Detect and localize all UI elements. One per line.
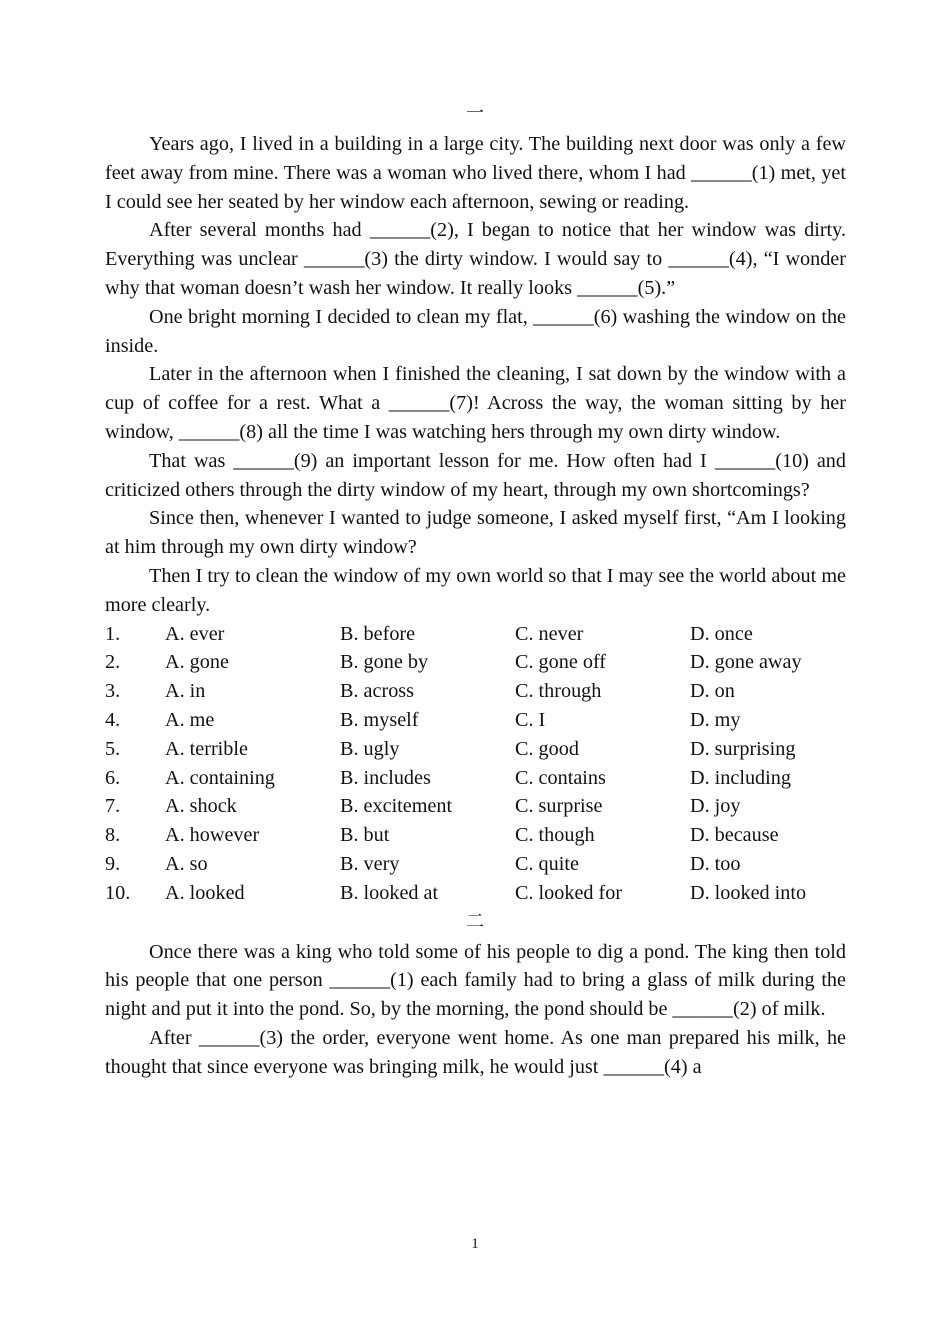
option-b: B. before [340, 622, 416, 645]
question-option-row [105, 879, 846, 908]
option-a: A. gone [165, 651, 229, 674]
option-c: C. surprise [515, 795, 603, 818]
option-c: C. though [515, 824, 595, 847]
question-number: 8. [105, 824, 121, 847]
question-number: 1. [105, 622, 121, 645]
option-b: B. but [340, 824, 390, 847]
option-d: D. joy [690, 795, 741, 818]
question-option-row [105, 620, 846, 649]
option-b: B. across [340, 680, 415, 703]
option-d: D. once [690, 622, 753, 645]
option-c: C. through [515, 680, 602, 703]
question-number: 9. [105, 852, 121, 875]
section-1-paragraph-7: Then I try to clean the window of my own world so that I may see the world about me more clearly. [105, 564, 846, 616]
option-d: D. too [690, 852, 741, 875]
option-d: D. surprising [690, 737, 796, 760]
option-c: C. contains [515, 766, 606, 789]
option-c: C. looked for [515, 881, 623, 904]
option-a: A. me [165, 708, 215, 731]
question-option-row [105, 677, 846, 706]
section-1-paragraph-6: Since then, whenever I wanted to judge someone, I asked myself first, “Am I looking at him through my own dirty window? [105, 507, 846, 559]
question-option-row [105, 764, 846, 793]
option-d: D. gone away [690, 651, 802, 674]
question-option-row [105, 735, 846, 764]
option-a: A. however [165, 824, 260, 847]
section-2-heading: 二 [466, 910, 485, 931]
question-number: 2. [105, 651, 121, 674]
option-b: B. looked at [340, 881, 439, 904]
option-d: D. including [690, 766, 791, 789]
option-c: C. gone off [515, 651, 607, 674]
option-c: C. quite [515, 852, 579, 875]
option-a: A. terrible [165, 737, 248, 760]
option-b: B. myself [340, 708, 419, 731]
question-number: 10. [105, 881, 131, 904]
option-c: C. I [515, 708, 546, 731]
question-number: 3. [105, 680, 121, 703]
option-a: A. looked [165, 881, 245, 904]
document-page [105, 100, 846, 1082]
question-option-row [105, 850, 846, 879]
page-number: 1 [471, 1236, 479, 1252]
option-d: D. looked into [690, 881, 807, 904]
option-a: A. ever [165, 622, 225, 645]
question-number: 5. [105, 737, 121, 760]
option-b: B. very [340, 852, 400, 875]
question-option-row [105, 821, 846, 850]
section-1-heading: 一 [466, 103, 485, 123]
option-a: A. so [165, 852, 208, 875]
section-1-paragraph-2: After several months had ______(2), I began to notice that her window was dirty. Everything was unclear ______(3) the dirty window. I would say to ______(4), “I wonder why that woman doesn’t wash her window. It really looks ______(5).” [105, 219, 846, 299]
question-number: 6. [105, 766, 121, 789]
option-a: A. in [165, 680, 206, 703]
question-option-row [105, 792, 846, 821]
option-c: C. good [515, 737, 579, 760]
option-b: B. ugly [340, 737, 400, 760]
section-2-paragraph-2: After ______(3) the order, everyone went home. As one man prepared his milk, he thought that since everyone was bringing milk, he would just ______(4) a [105, 1026, 846, 1078]
option-a: A. containing [165, 766, 275, 789]
question-number: 4. [105, 708, 121, 731]
section-1-paragraph-5: That was ______(9) an important lesson for me. How often had I ______(10) and criticized others through the dirty window of my heart, through my own shortcomings? [105, 449, 846, 501]
option-d: D. because [690, 824, 779, 847]
section-1-paragraph-3: One bright morning I decided to clean my flat, ______(6) washing the window on the inside. [105, 305, 846, 357]
question-option-row [105, 706, 846, 735]
option-d: D. my [690, 708, 741, 731]
option-b: B. includes [340, 766, 431, 789]
option-a: A. shock [165, 795, 237, 818]
answer-options [105, 620, 846, 908]
option-b: B. excitement [340, 795, 453, 818]
option-c: C. never [515, 622, 584, 645]
section-1-paragraph-1: Years ago, I lived in a building in a large city. The building next door was only a few feet away from mine. There was a woman who lived there, whom I had ______(1) met, yet I could see her seated by her window each afternoon, sewing or reading. [105, 133, 846, 213]
question-option-row [105, 648, 846, 677]
option-d: D. on [690, 680, 735, 703]
section-2-paragraph-1: Once there was a king who told some of his people to dig a pond. The king then told his people that one person ______(1) each family had to bring a glass of milk during the night and put it into the pond. So, by the morning, the pond should be ______(2) of milk. [105, 940, 846, 1021]
question-number: 7. [105, 795, 121, 818]
option-b: B. gone by [340, 651, 429, 674]
section-1-paragraph-4: Later in the afternoon when I finished the cleaning, I sat down by the window with a cup of coffee for a rest. What a ______(7)! Across the way, the woman sitting by her window, ______(8) all the time I was watching hers through my own dirty window. [105, 363, 846, 443]
